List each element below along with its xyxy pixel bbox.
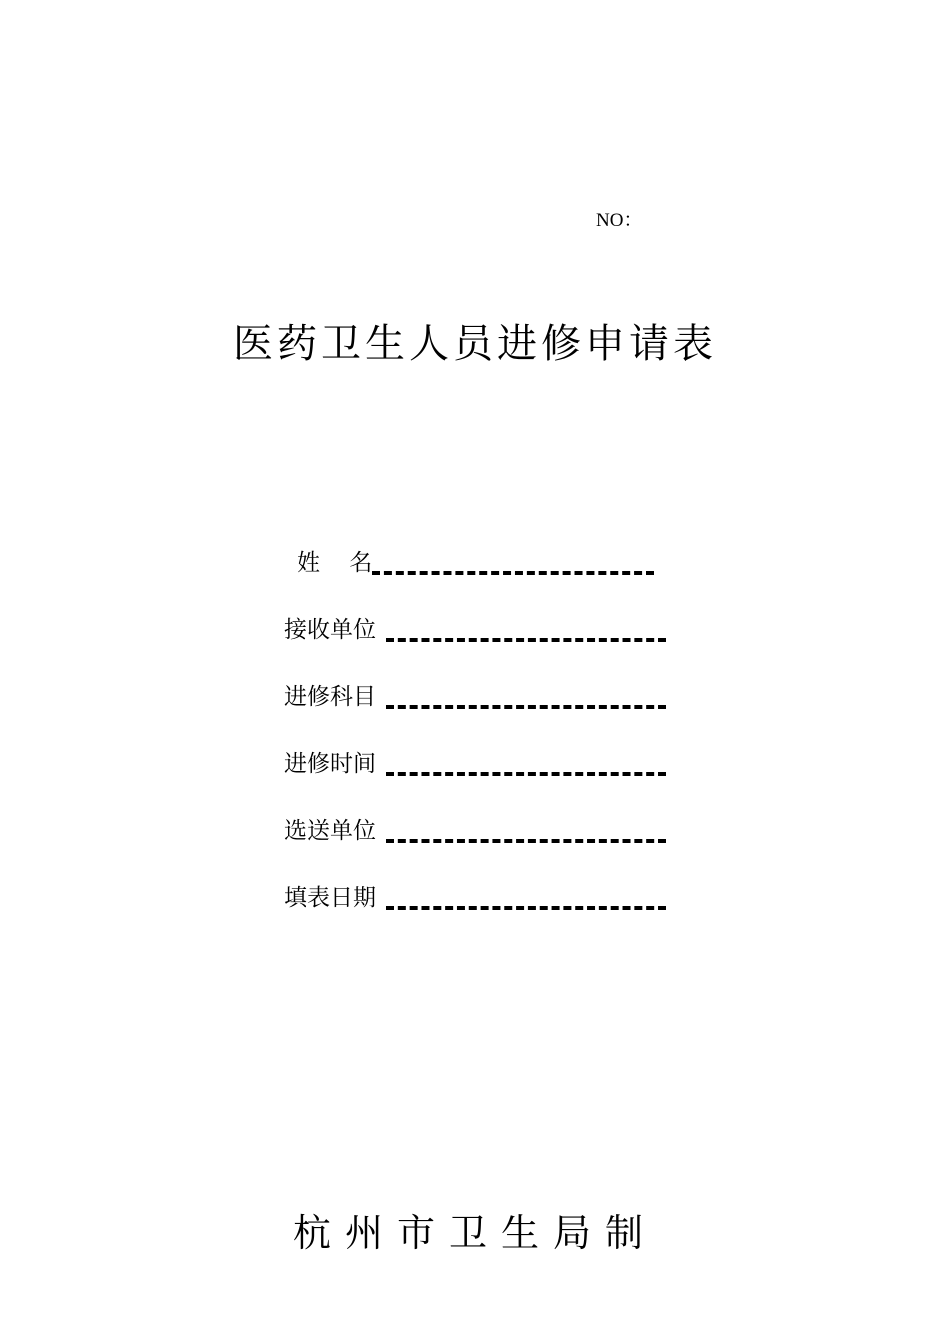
blank-fill-line	[386, 772, 666, 776]
blank-fill-line	[386, 705, 666, 709]
field-label: 姓 名	[297, 550, 373, 576]
form-field-name	[284, 545, 704, 612]
blank-fill-line	[386, 638, 666, 642]
blank-fill-line	[386, 906, 666, 910]
form-field-sending-unit	[284, 813, 704, 880]
field-label: 进修时间	[284, 751, 376, 777]
document-number-label: NO：	[596, 210, 643, 231]
form-field-training-period	[284, 746, 704, 813]
blank-fill-line	[386, 839, 666, 843]
field-label: 选送单位	[284, 818, 376, 844]
form-field-list	[284, 545, 704, 947]
blank-fill-line	[372, 571, 654, 575]
form-field-fill-date	[284, 880, 704, 947]
field-label: 进修科目	[284, 684, 376, 710]
field-label: 接收单位	[284, 617, 376, 643]
issuer-footer: 杭州市卫生局制	[292, 1211, 657, 1255]
page-title: 医药卫生人员进修申请表	[233, 321, 717, 367]
form-field-training-subject	[284, 679, 704, 746]
field-label: 填表日期	[284, 885, 376, 911]
form-field-receiving-unit	[284, 612, 704, 679]
